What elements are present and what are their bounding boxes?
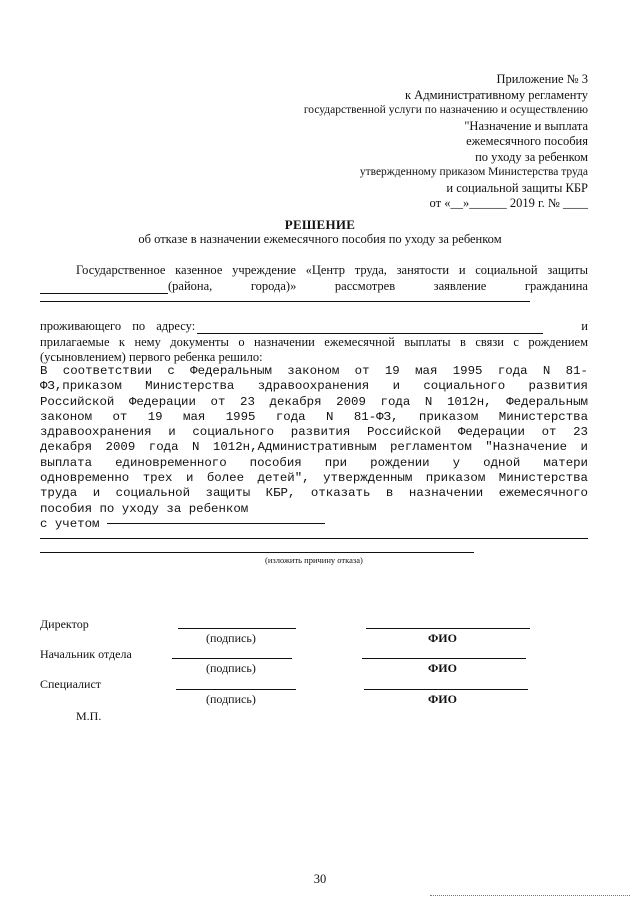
address-line-2: прилагаемые к нему документы о назначении ежемесячной выплаты в связи с рождением [40, 335, 588, 349]
district-blank [40, 281, 168, 294]
fio-line [366, 628, 530, 629]
body-line: Российской Федерации от 23 декабря 2009 года N 1012н, Федеральным [40, 394, 588, 409]
appendix-line: утвержденному приказом Министерства труда [359, 166, 588, 178]
signature-line [172, 658, 292, 659]
page-number: 30 [313, 872, 327, 886]
address-label: проживающего по адресу: [40, 319, 196, 333]
reason-blank-2 [40, 538, 588, 539]
appendix-line: по уходу за ребенком [475, 149, 588, 164]
fio-caption: ФИО [428, 631, 457, 645]
reason-blank-3 [40, 552, 474, 553]
body-line: выплата единовременного пособия при рождении у одной матери [40, 455, 588, 470]
body-line: здравоохранения и социального развития Российской Федерации от 23 [40, 425, 588, 440]
body-line: пособия по уходу за ребенком [40, 501, 249, 516]
appendix-header [304, 72, 588, 212]
address-line [40, 318, 588, 334]
body-line: ФЗ,приказом Министерства здравоохранения и социального развития [40, 379, 588, 394]
signature-line [176, 689, 296, 690]
body-line: труда и социальной защиты КБР, отказать в назначении ежемесячного [40, 486, 588, 501]
fio-caption: ФИО [428, 692, 457, 706]
signature-line [178, 628, 296, 629]
fio-line [364, 689, 528, 690]
decision-body [40, 364, 588, 532]
intro-text: Государственное казенное учреждение «Центр труда, занятости и социальной защиты [76, 263, 588, 277]
signature-caption: (подпись) [206, 692, 256, 706]
address-blank [197, 321, 543, 334]
appendix-line: от «__»______ 2019 г. № ____ [429, 196, 588, 210]
body-line: с учетом [40, 516, 100, 531]
appendix-line: ежемесячного пособия [466, 134, 588, 148]
signature-caption: (подпись) [206, 661, 256, 675]
intro-line-2 [40, 278, 588, 294]
appendix-line: и социальной защиты КБР [446, 180, 588, 195]
intro-line-1 [40, 262, 588, 278]
reason-blank-1 [107, 523, 325, 524]
appendix-line: государственной услуги по назначению и осуществлению [303, 104, 588, 116]
fio-caption: ФИО [428, 661, 457, 675]
document-subtitle: об отказе в назначении ежемесячного пособия по уходу за ребенком [138, 232, 502, 246]
appendix-line: к Административному регламенту [404, 87, 588, 102]
signature-role: Специалист [40, 677, 102, 691]
fio-line [362, 658, 526, 659]
intro-word: (района, [168, 279, 213, 293]
body-line: В соответствии с Федеральным законом от 19 мая 1995 года N 81- [40, 364, 588, 378]
address-line-3: (усыновлением) первого ребенка решило: [40, 350, 263, 364]
intro-word: города)» [250, 279, 297, 293]
signature-role: Начальник отдела [40, 647, 132, 661]
appendix-line: Приложение № 3 [496, 72, 588, 86]
intro-word: рассмотрев [334, 279, 396, 293]
signature-role: Директор [40, 617, 89, 631]
address-tail: и [581, 319, 588, 333]
stamp-placeholder: М.П. [76, 709, 102, 723]
intro-word: гражданина [524, 279, 588, 293]
citizen-name-line [40, 301, 530, 302]
body-line: одновременно трех и более детей", утвержденным приказом Министерства [40, 471, 588, 486]
reason-caption: (изложить причину отказа) [265, 555, 363, 565]
body-line: законом от 19 мая 1995 года N 81-ФЗ, приказом Министерства [40, 409, 588, 424]
scan-edge-dots [430, 895, 630, 896]
body-line: декабря 2009 года N 1012н,Административным регламентом "Назначение и [40, 440, 588, 455]
intro-word: заявление [433, 279, 487, 293]
document-title: РЕШЕНИЕ [284, 217, 356, 232]
appendix-line: "Назначение и выплата [464, 118, 588, 133]
signature-caption: (подпись) [206, 631, 256, 645]
